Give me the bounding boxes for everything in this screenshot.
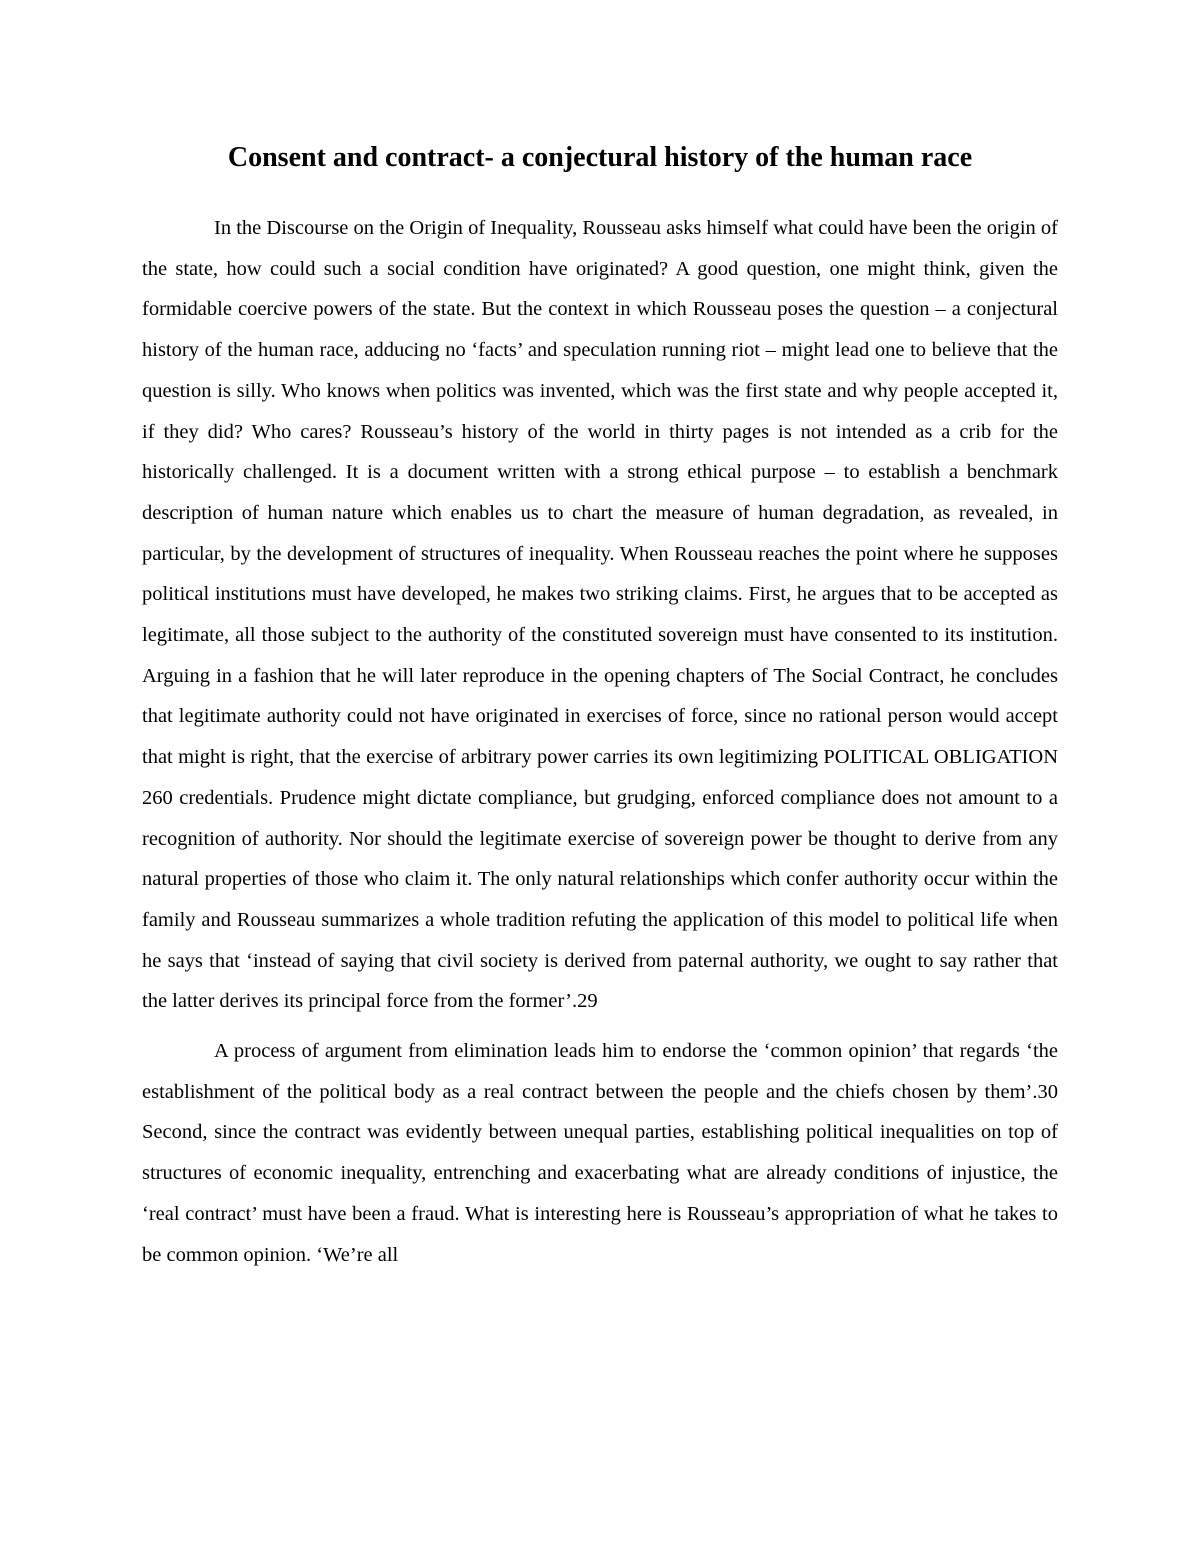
paragraph-1: In the Discourse on the Origin of Inequality, Rousseau asks himself what could have been the origin of the state, how could such a social condition have originated? A good question, one might think, given the formidable coercive powers of the state. But the context in which Rousseau poses the question – a conjectural history of the human race, adducing no ‘facts’ and speculation running riot – might lead one to believe that the question is silly. Who knows when politics was invented, which was the first state and why people accepted it, if they did? Who cares? Rousseau’s history of the world in thirty pages is not intended as a crib for the historically challenged. It is a document written with a strong ethical purpose – to establish a benchmark description of human nature which enables us to chart the measure of human degradation, as revealed, in particular, by the development of structures of inequality. When Rousseau reaches the point where he supposes political institutions must have developed, he makes two striking claims. First, he argues that to be accepted as legitimate, all those subject to the authority of the constituted sovereign must have consented to its institution. Arguing in a fashion that he will later reproduce in the opening chapters of The Social Contract, he concludes that legitimate authority could not have originated in exercises of force, since no rational person would accept that might is right, that the exercise of arbitrary power carries its own legitimizing POLITICAL OBLIGATION 260 credentials. Prudence might dictate compliance, but grudging, enforced compliance does not amount to a recognition of authority. Nor should the legitimate exercise of sovereign power be thought to derive from any natural properties of those who claim it. The only natural relationships which confer authority occur within the family and Rousseau summarizes a whole tradition refuting the application of this model to political life when he says that ‘instead of saying that civil society is derived from paternal authority, we ought to say rather that the latter derives its principal force from the former’.29 (142, 217, 1058, 1013)
document-title: Consent and contract- a conjectural history of the human race (227, 142, 973, 173)
document-body (142, 208, 1058, 1275)
paragraph-2: A process of argument from elimination leads him to endorse the ‘common opinion’ that regards ‘the establishment of the political body as a real contract between the people and the chiefs chosen by them’.30 Second, since the contract was evidently between unequal parties, establishing political inequalities on top of structures of economic inequality, entrenching and exacerbating what are already conditions of injustice, the ‘real contract’ must have been a fraud. What is interesting here is Rousseau’s appropriation of what he takes to be common opinion. ‘We’re all (142, 1040, 1058, 1266)
